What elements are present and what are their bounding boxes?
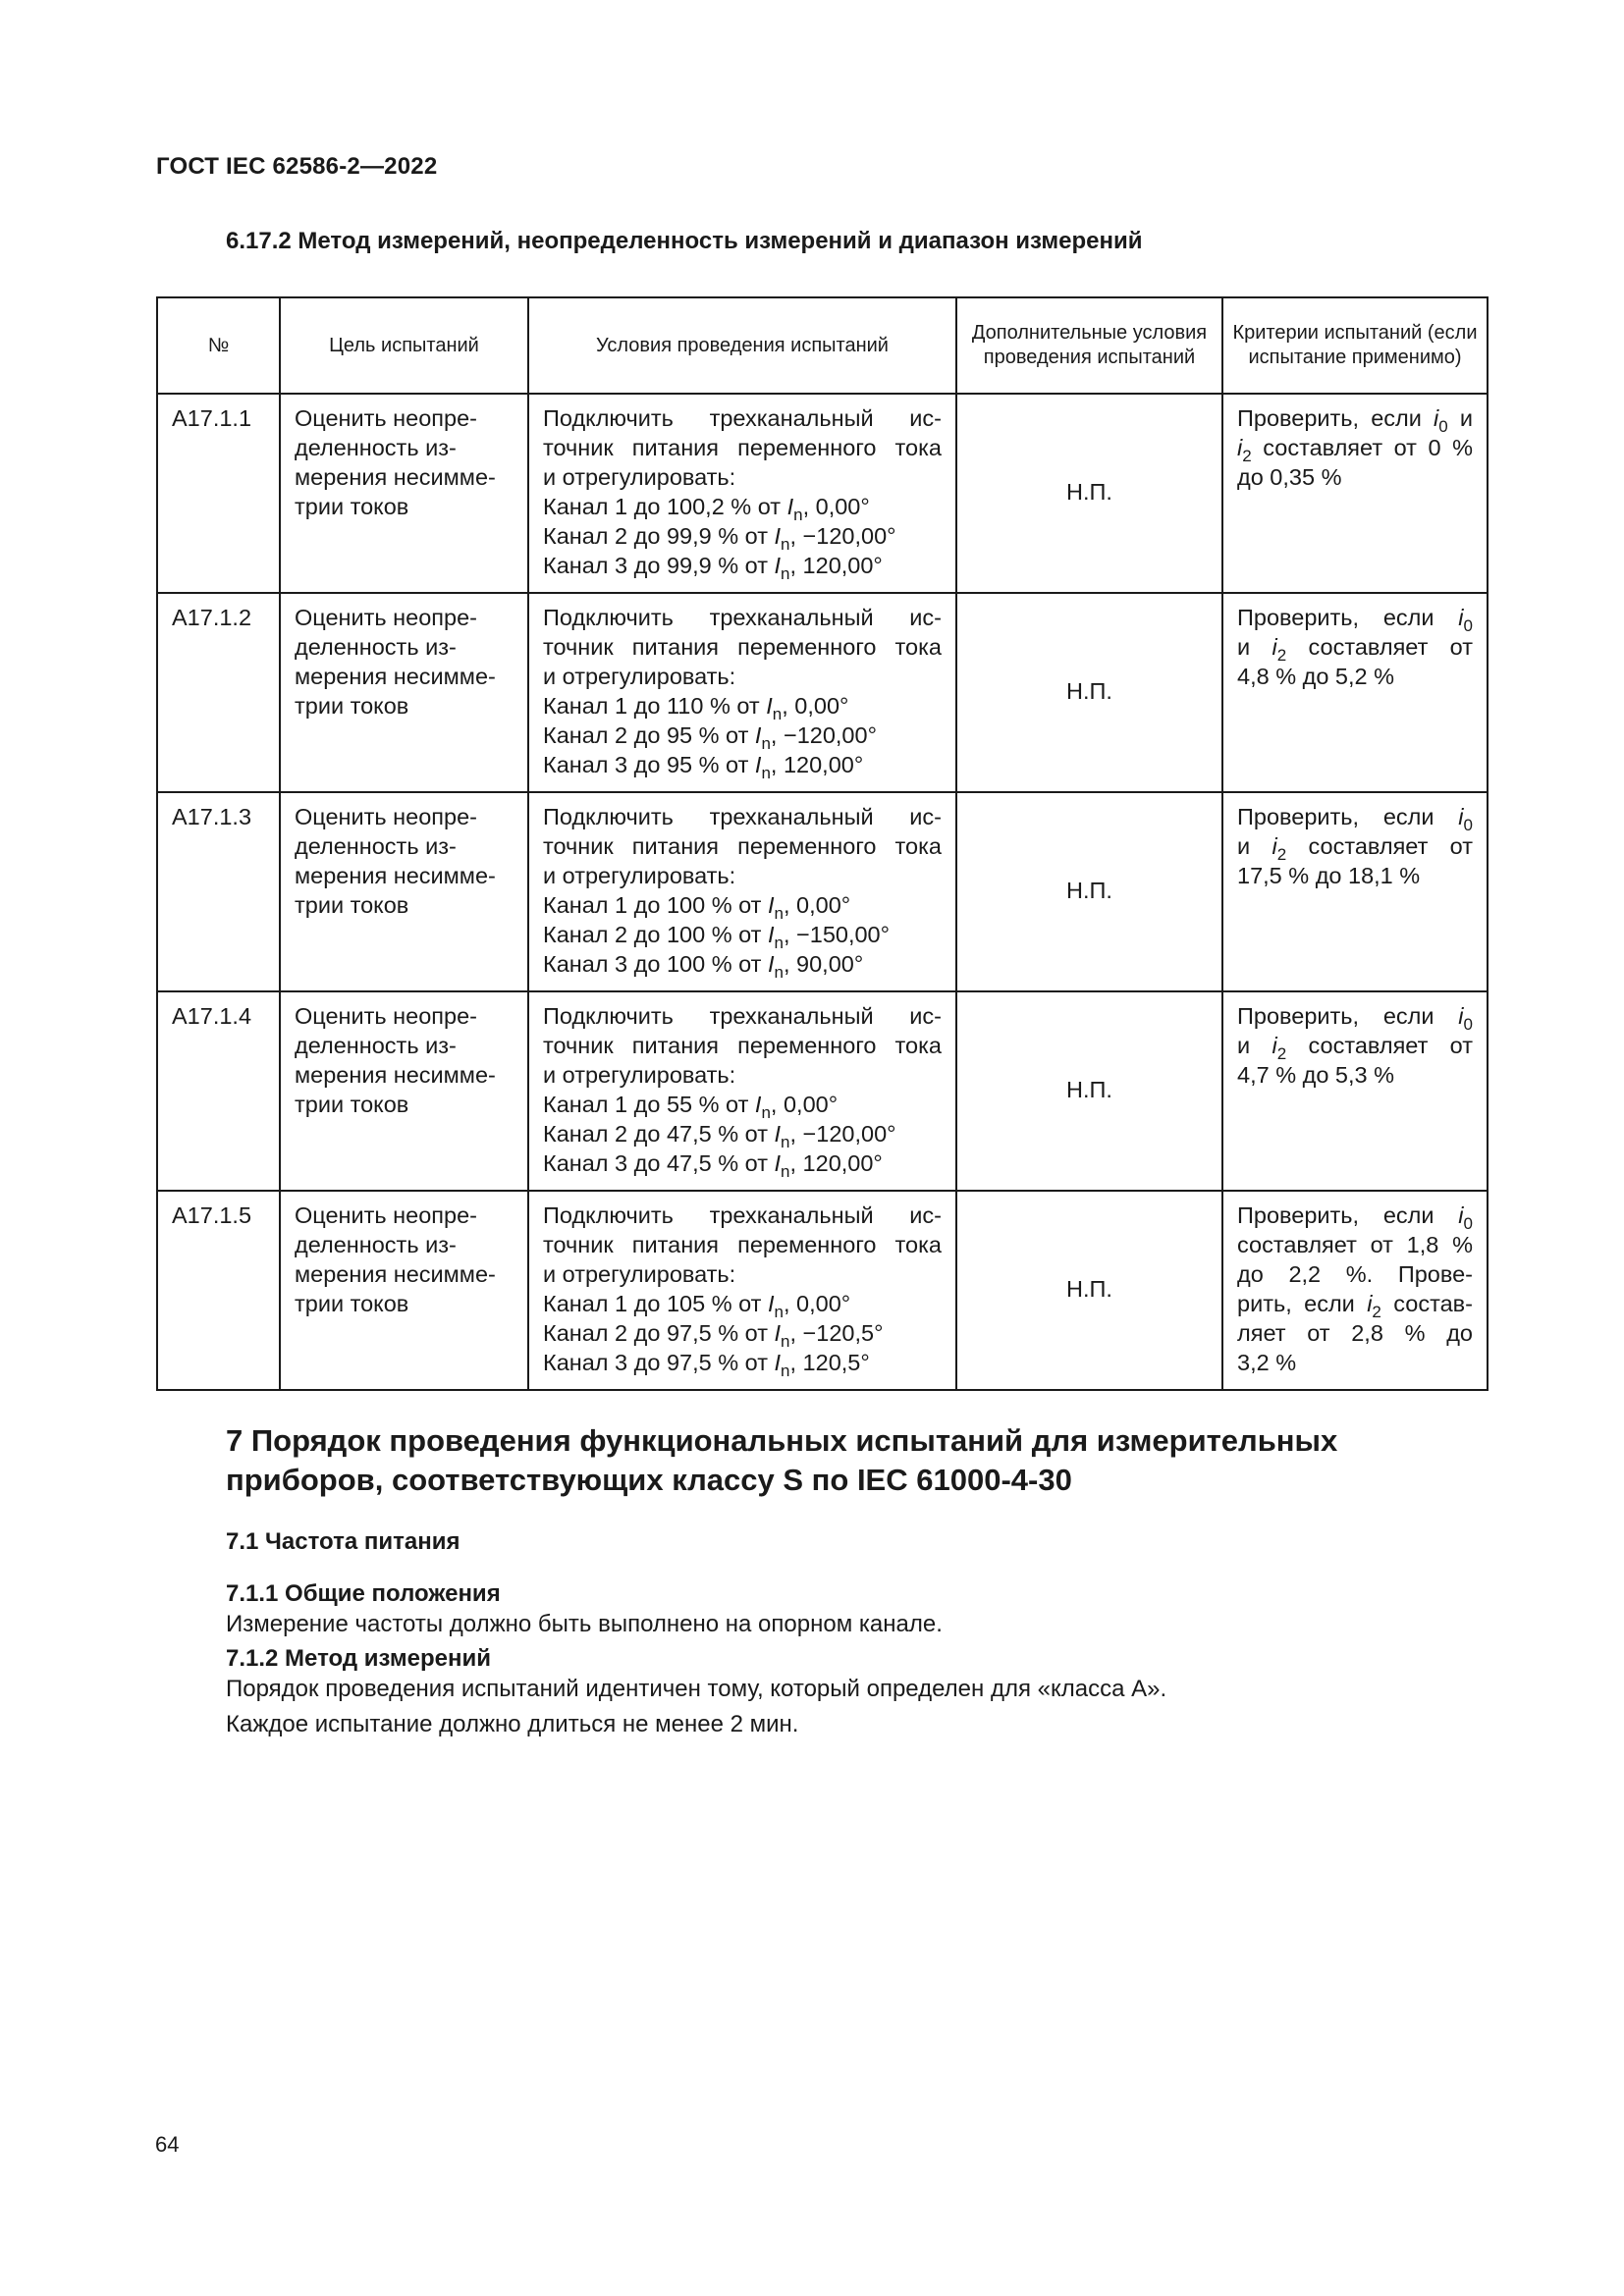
channel-text: Канал 3 до 95 % от	[543, 752, 755, 777]
subsection-7-1-title: 7.1 Частота питания	[226, 1528, 460, 1555]
channel-phase: , −120,5°	[789, 1320, 884, 1346]
current-subscript: n	[781, 1133, 790, 1151]
goal-line: мерения несимме-	[295, 464, 496, 490]
channel-setting	[543, 492, 942, 524]
channel-setting	[543, 1090, 942, 1122]
criteria-line	[1237, 403, 1473, 436]
current-subscript: n	[781, 535, 790, 554]
cell-extra-conditions: Н.П.	[956, 792, 1222, 991]
criteria-text: 3,2 %	[1237, 1350, 1297, 1375]
criteria-text: состав-	[1380, 1291, 1473, 1316]
criteria-line	[1237, 662, 1473, 691]
channel-text: Канал 1 до 55 % от	[543, 1092, 755, 1117]
channel-phase: , −120,00°	[770, 722, 877, 748]
chapter-heading: 7 Порядок проведения функциональных испытаний для измерительных приборов, соответствующих классу S по IEC 61000-4-30	[226, 1423, 1338, 1497]
criteria-text: Проверить, если	[1237, 1202, 1459, 1228]
criteria-line	[1237, 802, 1473, 834]
criteria-line	[1237, 1318, 1473, 1348]
channel-setting	[543, 1289, 942, 1321]
current-subscript: n	[761, 764, 771, 782]
current-symbol: I	[774, 1320, 782, 1346]
criteria-text: Проверить, если	[1237, 804, 1459, 829]
criteria-line	[1237, 1031, 1473, 1063]
goal-line: мерения несимме-	[295, 1261, 496, 1287]
goal-line: деленность из-	[295, 1033, 457, 1058]
channel-setting	[543, 551, 942, 583]
current-subscript: 2	[1276, 1044, 1287, 1063]
cell-test-number: A17.1.5	[157, 1191, 280, 1390]
criteria-line	[1237, 462, 1473, 492]
current-subscript: n	[774, 904, 784, 923]
current-symbol: i	[1458, 804, 1464, 829]
cell-extra-conditions: Н.П.	[956, 593, 1222, 792]
cell-test-goal	[280, 394, 528, 593]
criteria-line	[1237, 1259, 1473, 1289]
subsection-7-1-2-title: 7.1.2 Метод измерений	[226, 1645, 491, 1672]
goal-line: трии токов	[295, 494, 409, 519]
current-subscript: 0	[1463, 1214, 1473, 1233]
criteria-line	[1237, 1348, 1473, 1377]
channel-phase: , 0,00°	[783, 892, 851, 918]
criteria-text: Проверить, если	[1237, 605, 1459, 630]
channel-text: Канал 3 до 97,5 % от	[543, 1350, 775, 1375]
criteria-line	[1237, 1289, 1473, 1321]
col-header-goal: Цель испытаний	[280, 297, 528, 394]
goal-line: трии токов	[295, 693, 409, 719]
current-symbol: i	[1272, 1033, 1277, 1058]
goal-line: мерения несимме-	[295, 863, 496, 888]
channel-text: Канал 3 до 99,9 % от	[543, 553, 775, 578]
cell-test-number: A17.1.2	[157, 593, 280, 792]
condition-line: точник питания переменного тока	[543, 833, 942, 859]
goal-line: деленность из-	[295, 833, 457, 859]
document-header: ГОСТ IEC 62586-2—2022	[156, 153, 438, 180]
condition-line: и отрегулировать:	[543, 863, 736, 888]
current-symbol: i	[1458, 1202, 1464, 1228]
condition-line: точник питания переменного тока	[543, 634, 942, 660]
current-symbol: I	[767, 1291, 775, 1316]
current-subscript: 0	[1438, 417, 1448, 436]
criteria-text: и	[1237, 1033, 1272, 1058]
subsection-7-1-1-text: Измерение частоты должно быть выполнено на опорном канале.	[226, 1611, 943, 1637]
current-symbol: i	[1272, 833, 1277, 859]
cell-extra-conditions: Н.П.	[956, 1191, 1222, 1390]
current-subscript: n	[774, 963, 784, 982]
criteria-line	[1237, 632, 1473, 665]
current-symbol: i	[1458, 605, 1464, 630]
current-subscript: n	[774, 1303, 784, 1321]
condition-line: точник питания переменного тока	[543, 1033, 942, 1058]
channel-phase: , −150,00°	[783, 922, 891, 947]
channel-phase: , 120,5°	[789, 1350, 870, 1375]
test-table	[156, 296, 1489, 1391]
current-subscript: 2	[1372, 1303, 1381, 1321]
channel-text: Канал 2 до 100 % от	[543, 922, 768, 947]
current-symbol: i	[1458, 1003, 1464, 1029]
criteria-text: и	[1237, 634, 1272, 660]
criteria-line	[1237, 1230, 1473, 1259]
table-row	[157, 991, 1488, 1191]
current-symbol: I	[774, 1350, 782, 1375]
condition-line: и отрегулировать:	[543, 1261, 736, 1287]
channel-text: Канал 1 до 105 % от	[543, 1291, 768, 1316]
channel-setting	[543, 750, 942, 782]
channel-setting	[543, 1318, 942, 1351]
condition-line: Подключить трехканальный ис-	[543, 1003, 942, 1029]
criteria-text: составляет от	[1286, 634, 1473, 660]
channel-phase: , 120,00°	[789, 1150, 883, 1176]
criteria-text: составляет от 1,8 %	[1237, 1232, 1473, 1257]
current-symbol: I	[754, 1092, 762, 1117]
goal-line: Оценить неопре-	[295, 1003, 477, 1029]
cell-test-conditions	[528, 792, 956, 991]
channel-text: Канал 1 до 100,2 % от	[543, 494, 787, 519]
col-header-num: №	[157, 297, 280, 394]
goal-line: деленность из-	[295, 634, 457, 660]
cell-test-conditions	[528, 593, 956, 792]
current-subscript: n	[781, 1162, 790, 1181]
criteria-line	[1237, 603, 1473, 635]
criteria-text: рить, если	[1237, 1291, 1368, 1316]
criteria-text: до 2,2 %. Прове-	[1237, 1261, 1473, 1287]
current-subscript: n	[781, 564, 790, 583]
criteria-text: составляет от	[1286, 1033, 1473, 1058]
channel-setting	[543, 721, 942, 753]
channel-setting	[543, 521, 942, 554]
condition-line: Подключить трехканальный ис-	[543, 804, 942, 829]
criteria-text: составляет от	[1286, 833, 1473, 859]
channel-text: Канал 2 до 95 % от	[543, 722, 755, 748]
criteria-text: ляет от 2,8 % до	[1237, 1320, 1473, 1346]
col-header-conditions: Условия проведения испытаний	[528, 297, 956, 394]
channel-phase: , −120,00°	[789, 523, 896, 549]
channel-phase: , 0,00°	[782, 693, 849, 719]
section-heading: 6.17.2 Метод измерений, неопределенность измерений и диапазон измерений	[226, 228, 1143, 254]
current-subscript: n	[774, 934, 784, 952]
channel-text: Канал 1 до 110 % от	[543, 693, 767, 719]
criteria-line	[1237, 861, 1473, 890]
current-subscript: n	[772, 705, 783, 723]
table-row	[157, 593, 1488, 792]
table-row	[157, 792, 1488, 991]
current-symbol: I	[786, 494, 794, 519]
channel-phase: , 120,00°	[770, 752, 864, 777]
current-subscript: n	[781, 1332, 790, 1351]
criteria-text: Проверить, если	[1237, 405, 1435, 431]
cell-test-goal	[280, 593, 528, 792]
cell-test-number: A17.1.3	[157, 792, 280, 991]
channel-phase: , 120,00°	[789, 553, 883, 578]
criteria-text: составляет от 0 %	[1251, 435, 1473, 460]
page-number: 64	[155, 2132, 180, 2157]
subsection-7-1-1-title: 7.1.1 Общие положения	[226, 1580, 501, 1607]
current-symbol: I	[754, 722, 762, 748]
criteria-text: 4,8 % до 5,2 %	[1237, 664, 1395, 689]
cell-test-criteria	[1222, 1191, 1488, 1390]
cell-extra-conditions: Н.П.	[956, 394, 1222, 593]
subsection-7-1-2-text-2: Каждое испытание должно длиться не менее 2 мин.	[226, 1711, 799, 1737]
channel-setting	[543, 890, 942, 923]
cell-extra-conditions: Н.П.	[956, 991, 1222, 1191]
cell-test-goal	[280, 792, 528, 991]
channel-setting	[543, 1148, 942, 1181]
channel-phase: , 90,00°	[783, 951, 864, 977]
channel-phase: , 0,00°	[802, 494, 870, 519]
goal-line: трии токов	[295, 1092, 409, 1117]
table-row	[157, 1191, 1488, 1390]
criteria-text: до 0,35 %	[1237, 464, 1342, 490]
table-row	[157, 394, 1488, 593]
current-symbol: I	[774, 523, 782, 549]
current-subscript: n	[781, 1362, 790, 1380]
goal-line: Оценить неопре-	[295, 1202, 477, 1228]
channel-setting	[543, 1348, 942, 1380]
current-symbol: I	[767, 951, 775, 977]
current-subscript: 0	[1463, 616, 1473, 635]
current-symbol: I	[754, 752, 762, 777]
table-body	[157, 394, 1488, 1390]
goal-line: трии токов	[295, 1291, 409, 1316]
current-subscript: 2	[1242, 447, 1252, 465]
criteria-line	[1237, 1201, 1473, 1233]
subsection-7-1-2-text-1: Порядок проведения испытаний идентичен тому, который определен для «класса А».	[226, 1676, 1167, 1702]
condition-line: точник питания переменного тока	[543, 435, 942, 460]
channel-setting	[543, 691, 942, 721]
cell-test-goal	[280, 1191, 528, 1390]
cell-test-goal	[280, 991, 528, 1191]
current-symbol: i	[1434, 405, 1439, 431]
current-symbol: I	[767, 922, 775, 947]
current-subscript: 2	[1276, 845, 1287, 864]
channel-phase: , 0,00°	[783, 1291, 851, 1316]
channel-text: Канал 3 до 100 % от	[543, 951, 768, 977]
criteria-text: Проверить, если	[1237, 1003, 1459, 1029]
condition-line: и отрегулировать:	[543, 664, 736, 689]
cell-test-number: A17.1.4	[157, 991, 280, 1191]
channel-text: Канал 1 до 100 % от	[543, 892, 768, 918]
criteria-text: 17,5 % до 18,1 %	[1237, 863, 1421, 888]
goal-line: деленность из-	[295, 435, 457, 460]
goal-line: Оценить неопре-	[295, 804, 477, 829]
col-header-extra-conditions: Дополнительные условия проведения испытаний	[956, 297, 1222, 394]
current-symbol: i	[1272, 634, 1277, 660]
col-header-criteria: Критерии испытаний (если испытание применимо)	[1222, 297, 1488, 394]
criteria-text: 4,7 % до 5,3 %	[1237, 1062, 1395, 1088]
current-symbol: I	[774, 1150, 782, 1176]
current-symbol: i	[1367, 1291, 1373, 1316]
current-subscript: 2	[1276, 646, 1287, 665]
channel-text: Канал 2 до 99,9 % от	[543, 523, 775, 549]
goal-line: мерения несимме-	[295, 1062, 496, 1088]
channel-text: Канал 2 до 47,5 % от	[543, 1121, 775, 1147]
current-subscript: 0	[1463, 816, 1473, 834]
goal-line: мерения несимме-	[295, 664, 496, 689]
current-symbol: I	[774, 553, 782, 578]
condition-line: и отрегулировать:	[543, 1062, 736, 1088]
channel-setting	[543, 949, 942, 982]
channel-text: Канал 3 до 47,5 % от	[543, 1150, 775, 1176]
cell-test-conditions	[528, 394, 956, 593]
channel-text: Канал 2 до 97,5 % от	[543, 1320, 775, 1346]
condition-line: Подключить трехканальный ис-	[543, 605, 942, 630]
cell-test-conditions	[528, 1191, 956, 1390]
current-symbol: I	[767, 892, 775, 918]
current-subscript: n	[761, 734, 771, 753]
criteria-text: и	[1237, 833, 1272, 859]
condition-line: Подключить трехканальный ис-	[543, 1202, 942, 1228]
current-symbol: I	[774, 1121, 782, 1147]
goal-line: деленность из-	[295, 1232, 457, 1257]
channel-phase: , 0,00°	[770, 1092, 839, 1117]
channel-setting	[543, 1119, 942, 1151]
cell-test-criteria	[1222, 792, 1488, 991]
cell-test-number: A17.1.1	[157, 394, 280, 593]
current-subscript: 0	[1463, 1015, 1473, 1034]
current-subscript: n	[793, 506, 803, 524]
cell-test-criteria	[1222, 394, 1488, 593]
channel-phase: , −120,00°	[789, 1121, 896, 1147]
condition-line: и отрегулировать:	[543, 464, 736, 490]
goal-line: Оценить неопре-	[295, 405, 477, 431]
goal-line: Оценить неопре-	[295, 605, 477, 630]
cell-test-criteria	[1222, 593, 1488, 792]
current-subscript: n	[761, 1103, 771, 1122]
cell-test-conditions	[528, 991, 956, 1191]
condition-line: точник питания переменного тока	[543, 1232, 942, 1257]
criteria-line	[1237, 1060, 1473, 1090]
current-symbol: I	[766, 693, 773, 719]
current-symbol: i	[1237, 435, 1243, 460]
criteria-line	[1237, 433, 1473, 465]
criteria-text: и	[1447, 405, 1473, 431]
criteria-line	[1237, 831, 1473, 864]
criteria-line	[1237, 1001, 1473, 1034]
condition-line: Подключить трехканальный ис-	[543, 405, 942, 431]
goal-line: трии токов	[295, 892, 409, 918]
channel-setting	[543, 920, 942, 952]
cell-test-criteria	[1222, 991, 1488, 1191]
table-header-row	[157, 297, 1488, 394]
